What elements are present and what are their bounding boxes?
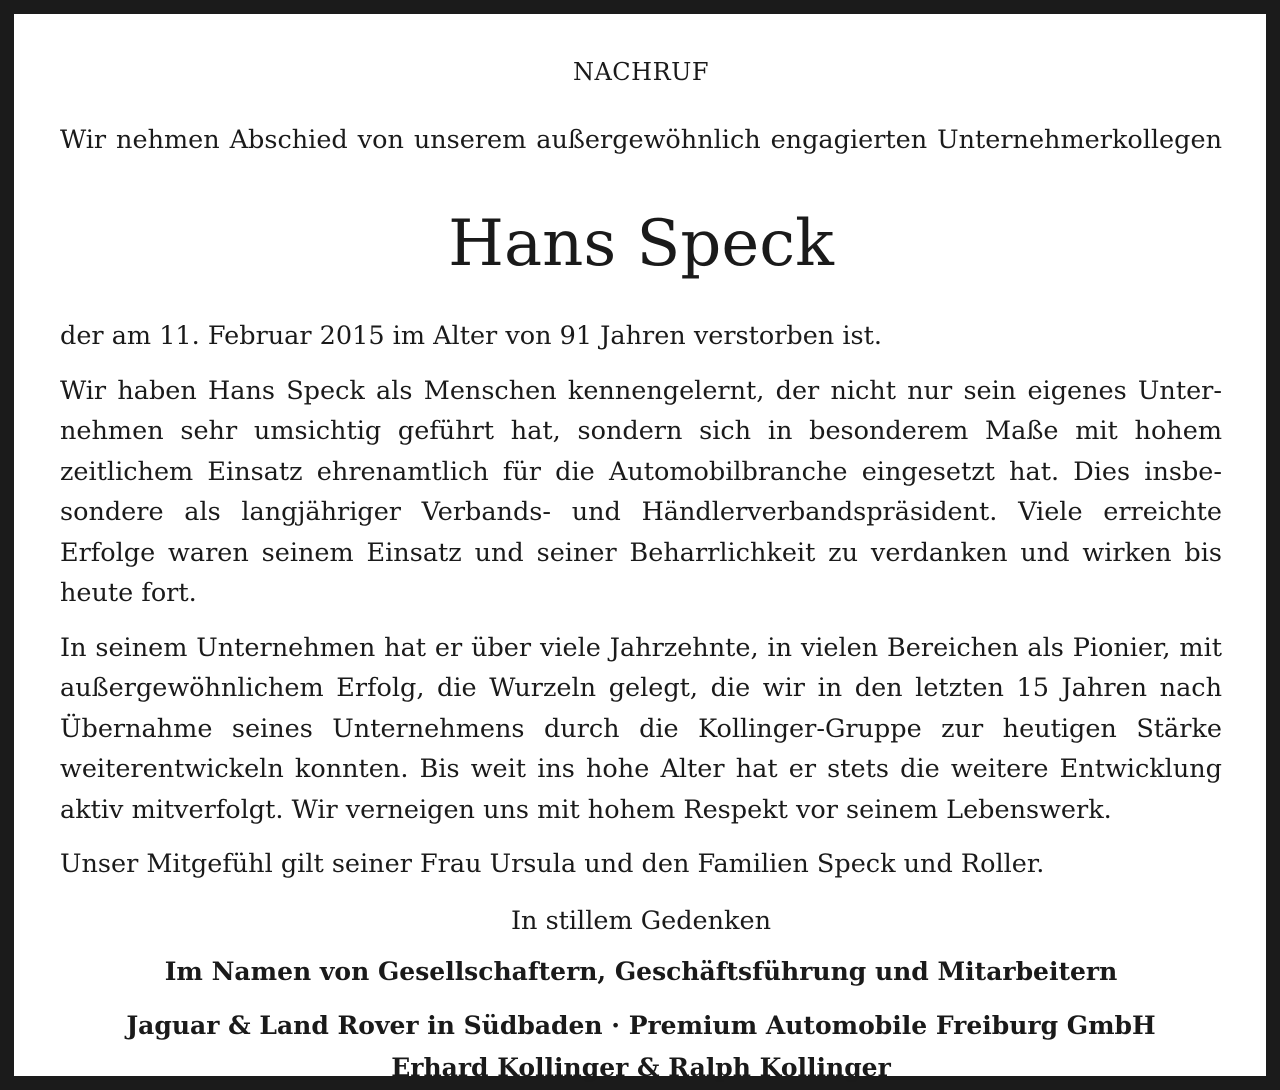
obituary-notice (60, 54, 1222, 1089)
closing-line: In stillem Gedenken (510, 905, 772, 936)
notice-heading: NACHRUF (572, 58, 710, 86)
signature-on-behalf: Im Namen von Gesellschaftern, Geschäftsführung und Mitarbeitern (164, 956, 1118, 986)
signature-names: Erhard Kollinger & Ralph Kollinger (391, 1052, 891, 1082)
paragraph-company: In seinem Unternehmen hat er über viele Jahrzehnte, in vielen Bereichen als Pionier, mit außergewöhnlichem Erfolg, die Wurzeln gelegt, die wir in den letzten 15 Jahren nach Übernahme seines Unternehmens durch die Kollinger-Gruppe zur heutigen Stärke weiterentwickeln konnten. Bis weit ins hohe Alter hat er stets die weitere Entwicklung aktiv mitverfolgt. Wir verneigen uns mit hohem Respekt vor seinem Lebenswerk. (60, 632, 1222, 825)
paragraph-tribute: Wir haben Hans Speck als Menschen kennengelernt, der nicht nur sein eigenes Unternehmen sehr umsichtig geführt hat, sondern sich in besonderem Maße mit hohem zeitlichem Einsatz ehrenamtlich für die Automobilbranche eingesetzt hat. Dies insbesondere als langjähriger Verbands- und Händlerverbandspräsident. Viele erreichte Erfolge waren seinem Einsatz und seiner Beharrlichkeit zu verdanken und wirken bis heute fort. (60, 375, 1222, 608)
date-line: der am 11. Februar 2015 im Alter von 91 Jahren verstorben ist. (60, 321, 882, 351)
intro-line: Wir nehmen Abschied von unserem außergewöhnlich engagierten Unternehmerkollegen (60, 125, 1222, 155)
signature-companies: Jaguar & Land Rover in Südbaden · Premium Automobile Freiburg GmbH (126, 1010, 1156, 1040)
paragraph-condolence: Unser Mitgefühl gilt seiner Frau Ursula und den Familien Speck und Roller. (60, 849, 1045, 879)
deceased-name: Hans Speck (448, 207, 834, 281)
